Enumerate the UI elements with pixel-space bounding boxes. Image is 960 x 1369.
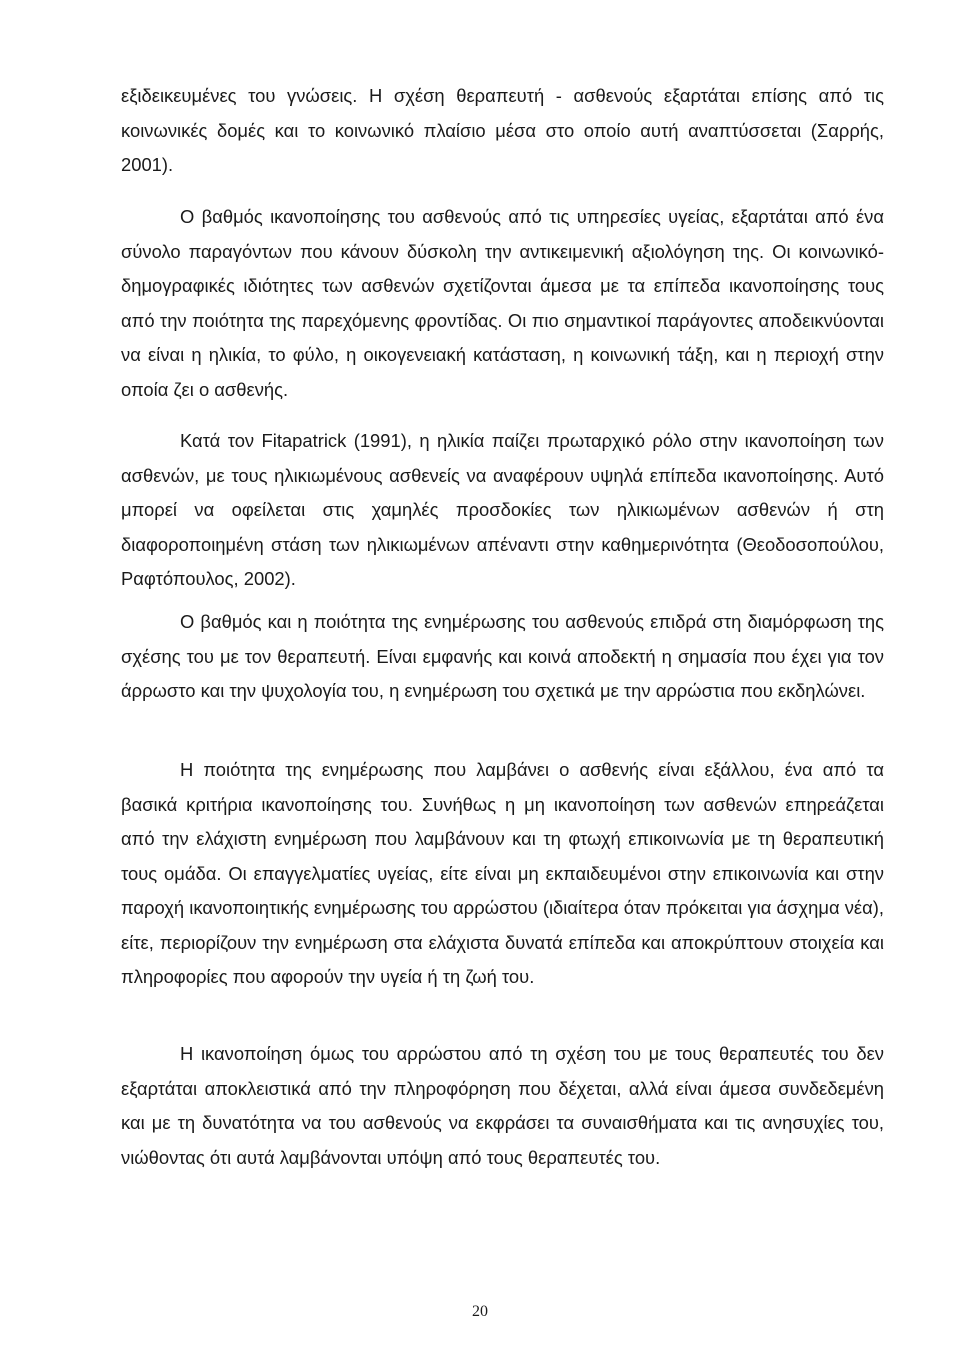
paragraph-information-quality: Ο βαθμός και η ποιότητα της ενημέρωσης του ασθενούς επιδρά στη διαμόρφωση της σχέσης του με τον θεραπευτή. Είναι εμφανής και κοινά αποδεκτή η σημασία που έχει για τον άρρωστο και την ψυχολογία του, η ενημέρωση του σχετικά με την αρρώστια που εκδηλώνει. [121,611,884,701]
paragraph-information-criteria: Η ποιότητα της ενημέρωσης που λαμβάνει ο ασθενής είναι εξάλλου, ένα από τα βασικά κριτήρια ικανοποίησης του. Συνήθως η μη ικανοποίηση των ασθενών επηρεάζεται από την ελάχιστη ενημέρωση που λαμβάνουν και τη φτωχή επικοινωνία με τη θεραπευτική τους ομάδα. Οι επαγγελματίες υγείας, είτε είναι μη εκπαιδευμένοι στην επικοινωνία και στην παροχή ικανοποιητικής ενημέρωσης του αρρώστου (ιδιαίτερα όταν πρόκειται για άσχημα νέα), είτε, περιορίζουν την ενημέρωση στα ελάχιστα δυνατά επίπεδα και αποκρύπτουν στοιχεία και πληροφορίες που αφορούν την υγεία ή τη ζωή του. [121,759,884,987]
paragraph-emotional-expression: Η ικανοποίηση όμως του αρρώστου από τη σχέση του με τους θεραπευτές του δεν εξαρτάται αποκλειστικά από την πληροφόρηση που δέχεται, αλλά είναι άμεσα συνδεδεμένη και με τη δυνατότητα να του ασθενούς να εκφράσει τα συναισθήματα και τις ανησυχίες του, νιώθοντας ότι αυτά λαμβάνονται υπόψη από τους θεραπευτές του. [121,1043,884,1168]
page-number: 20 [472,1303,488,1320]
paragraph-continuation: εξιδεικευμένες του γνώσεις. Η σχέση θεραπευτή - ασθενούς εξαρτάται επίσης από τις κοινωνικές δομές και το κοινωνικό πλαίσιο μέσα στο οποίο αυτή αναπτύσσεται (Σαρρής, 2001). [121,85,884,175]
paragraph-age-factor: Κατά τον Fitapatrick (1991), η ηλικία παίζει πρωταρχικό ρόλο στην ικανοποίηση των ασθενών, με τους ηλικιωμένους ασθενείς να αναφέρουν υψηλά επίπεδα ικανοποίησης. Αυτό μπορεί να οφείλεται στις χαμηλές προσδοκίες των ηλικιωμένων ασθενών ή στη διαφοροποιημένη στάση των ηλικιωμένων απέναντι στην καθημερινότητα (Θεοδοσοπούλου, Ραφτόπουλος, 2002). [121,430,884,589]
paragraph-satisfaction-factors: Ο βαθμός ικανοποίησης του ασθενούς από τις υπηρεσίες υγείας, εξαρτάται από ένα σύνολο παραγόντων που κάνουν δύσκολη την αντικειμενική αξιολόγηση της. Οι κοινωνικό-δημογραφικές ιδιότητες των ασθενών σχετίζονται άμεσα με τα επίπεδα ικανοποίησης τους από την ποιότητα της παρεχόμενης φροντίδας. Οι πιο σημαντικοί παράγοντες αποδεικνύονται να είναι η ηλικία, το φύλο, η οικογενειακή κατάσταση, η κοινωνική τάξη, και η περιοχή στην οποία ζει ο ασθενής. [121,206,884,400]
